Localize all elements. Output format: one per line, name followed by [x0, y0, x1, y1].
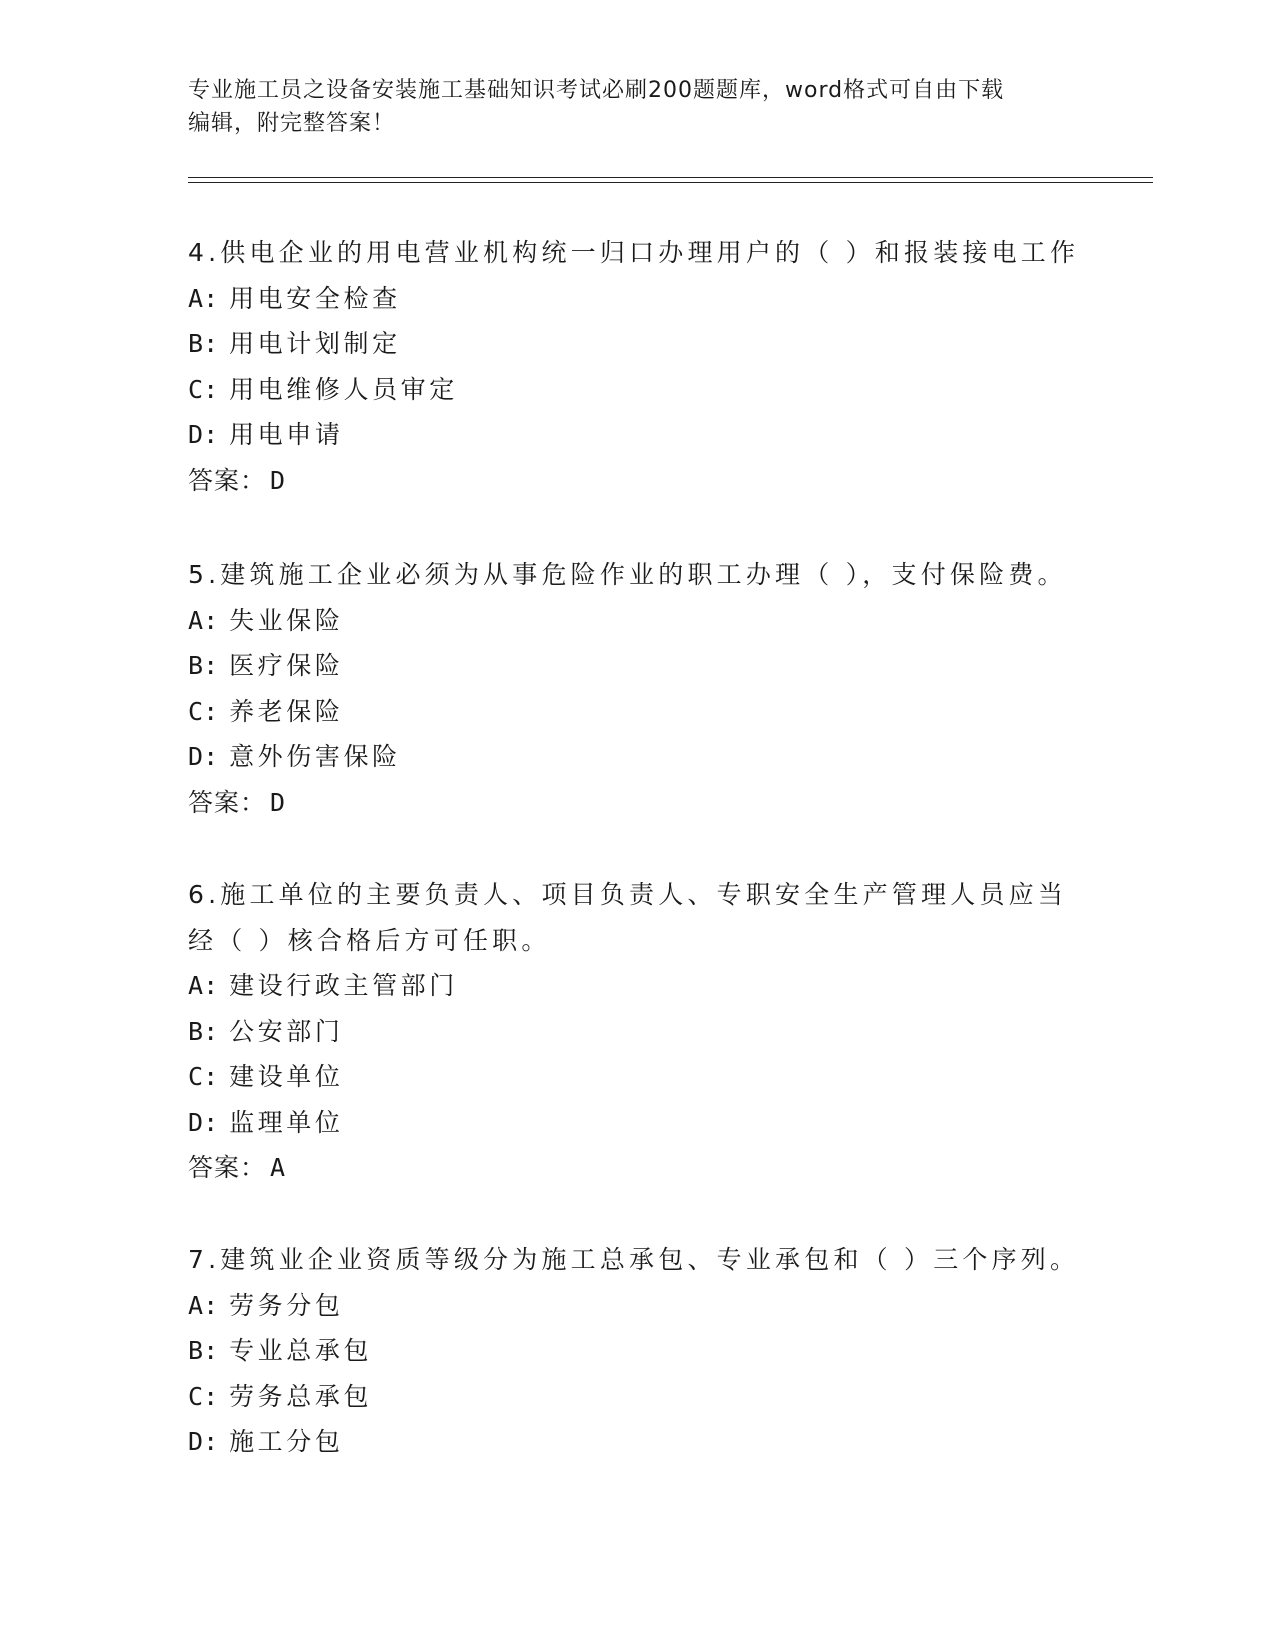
option-text: 劳务分包: [229, 1290, 344, 1320]
question-block: [188, 552, 1088, 825]
option-c: C: 建设单位: [188, 1062, 344, 1091]
option-d: D: 监理单位: [188, 1107, 344, 1137]
answer-line: [188, 458, 1088, 504]
option-text: 意外伤害保险: [229, 742, 401, 771]
option-a: A: 用电安全检查: [188, 283, 401, 313]
question-block: [188, 230, 1088, 503]
option-key: A: [188, 283, 204, 313]
option-key: A: [188, 971, 204, 1000]
question-text-continued: 经（ ）核合格后方可任职。: [188, 925, 551, 955]
option-text: 公安部门: [229, 1016, 344, 1046]
option-text: 用电维修人员审定: [229, 374, 458, 404]
option-key: C: [188, 1062, 204, 1091]
option-b: B: 公安部门: [188, 1016, 344, 1046]
option-key: D: [188, 1427, 204, 1456]
header-title-line-2: 编辑，附完整答案！: [188, 111, 396, 136]
option-c: C: 养老保险: [188, 696, 344, 726]
question-block: [188, 872, 1088, 1191]
answer-line: [188, 780, 1088, 826]
option-key: B: [188, 1336, 204, 1365]
option-key: B: [188, 1016, 204, 1046]
option-key: D: [188, 742, 204, 771]
answer-line: [188, 1145, 1088, 1191]
option-key: C: [188, 696, 204, 726]
option-a: A: 劳务分包: [188, 1290, 344, 1320]
option-text: 用电计划制定: [229, 329, 401, 358]
option-c: C: 用电维修人员审定: [188, 374, 458, 404]
answer-value: D: [270, 465, 287, 495]
option-text: 施工分包: [229, 1427, 344, 1456]
option-text: 医疗保险: [229, 651, 344, 680]
option-key: B: [188, 651, 204, 680]
answer-label: 答案：: [188, 787, 267, 817]
option-a: A: 失业保险: [188, 605, 344, 635]
option-d: D: 意外伤害保险: [188, 742, 401, 771]
answer-value: A: [270, 1153, 287, 1182]
option-b: B: 专业总承包: [188, 1336, 373, 1365]
option-text: 劳务总承包: [229, 1381, 373, 1411]
option-key: C: [188, 374, 204, 404]
header-divider-bottom: [188, 182, 1153, 183]
option-a: A: 建设行政主管部门: [188, 971, 458, 1000]
option-key: A: [188, 1290, 204, 1320]
option-b: B: 医疗保险: [188, 651, 344, 680]
option-key: D: [188, 420, 204, 449]
option-text: 建设行政主管部门: [229, 971, 458, 1000]
answer-value: D: [270, 787, 287, 817]
option-text: 用电安全检查: [229, 283, 401, 313]
answer-label: 答案：: [188, 1153, 267, 1182]
option-text: 监理单位: [229, 1107, 344, 1137]
option-text: 失业保险: [229, 605, 344, 635]
option-key: B: [188, 329, 204, 358]
document-header: [188, 74, 1068, 140]
option-text: 专业总承包: [229, 1336, 373, 1365]
option-key: A: [188, 605, 204, 635]
question-text: 4.供电企业的用电营业机构统一归口办理用户的（ ）和报装接电工作: [188, 238, 1080, 267]
header-divider-top: [188, 177, 1153, 178]
question-text: 7.建筑业企业资质等级分为施工总承包、专业承包和（ ）三个序列。: [188, 1245, 1080, 1274]
option-key: C: [188, 1381, 204, 1411]
question-block: [188, 1237, 1088, 1465]
question-text: 6.施工单位的主要负责人、项目负责人、专职安全生产管理人员应当: [188, 880, 1068, 909]
option-b: B: 用电计划制定: [188, 329, 401, 358]
option-c: C: 劳务总承包: [188, 1381, 373, 1411]
option-text: 建设单位: [229, 1062, 344, 1091]
option-key: D: [188, 1107, 204, 1137]
question-text: 5.建筑施工企业必须为从事危险作业的职工办理（ ），支付保险费。: [188, 560, 1067, 589]
header-title-line-1: 专业施工员之设备安装施工基础知识考试必刷200题题库，word格式可自由下载: [188, 78, 1005, 103]
option-d: D: 施工分包: [188, 1427, 344, 1456]
option-text: 用电申请: [229, 420, 344, 449]
option-text: 养老保险: [229, 696, 344, 726]
answer-label: 答案：: [188, 465, 267, 495]
option-d: D: 用电申请: [188, 420, 344, 449]
